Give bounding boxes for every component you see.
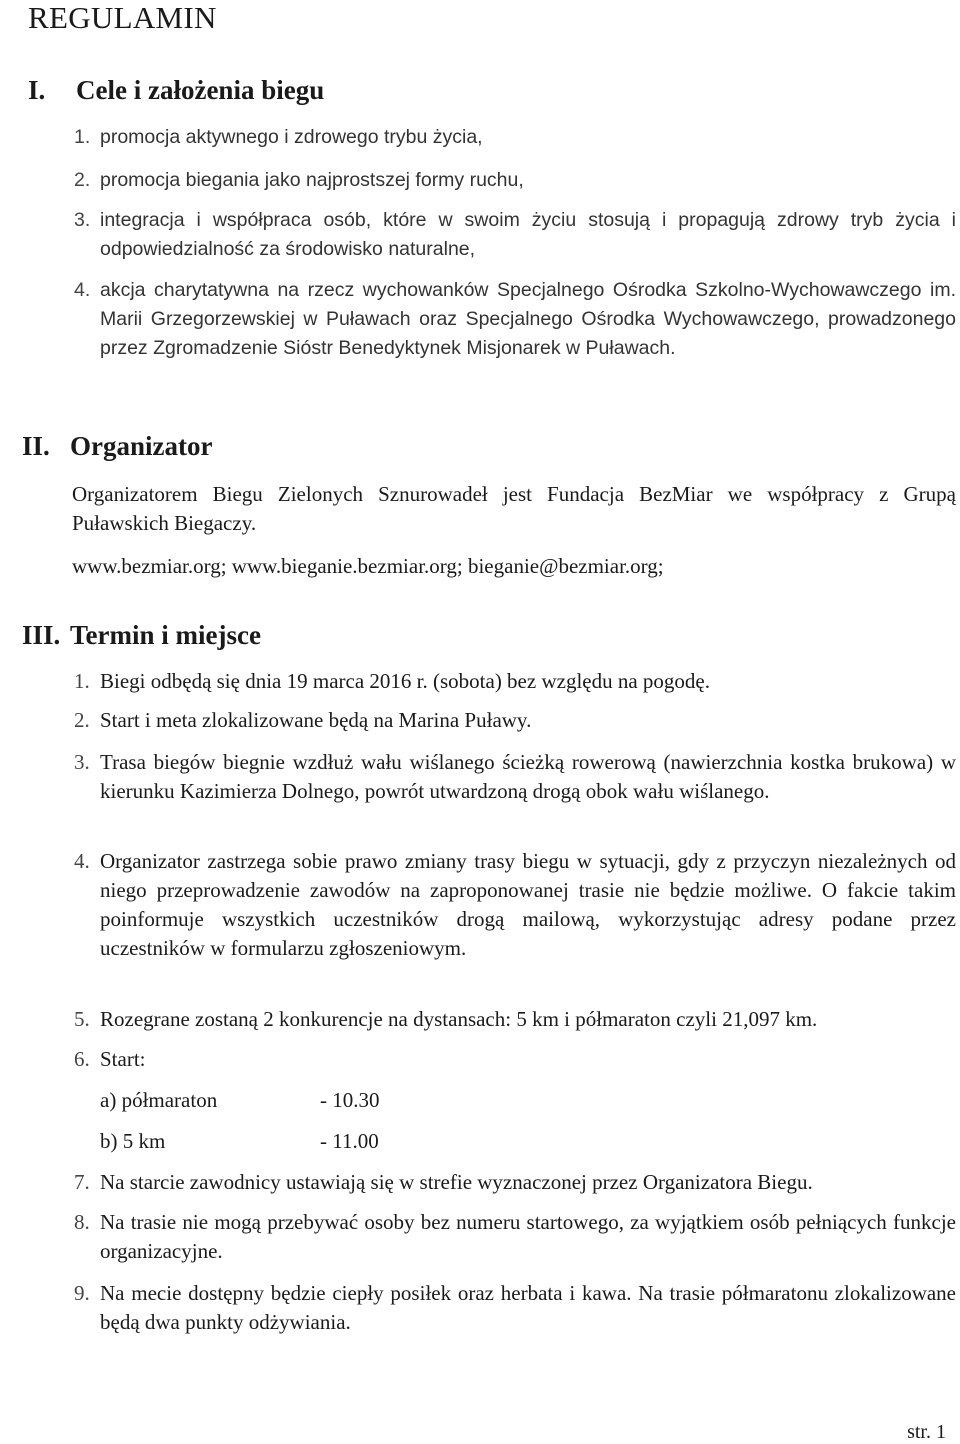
list-item: 6. Start: [74,1047,146,1071]
section-3-number: III. [22,620,61,650]
list-item: 9. Na mecie dostępny będzie ciepły posiłek oraz herbata i kawa. Na trasie półmaratonu zlokalizowane będą dwa punkty odżywiania. [74,1281,956,1334]
section-2-heading [22,430,212,462]
section-1-title: Cele i założenia biegu [76,75,325,105]
section-1-heading [28,74,324,106]
section-3-title: Termin i miejsce [70,620,261,650]
list-item: 2. Start i meta zlokalizowane będą na Marina Puławy. [74,708,532,732]
start-time-row: b) 5 km - 11.00 [100,1129,379,1153]
list-item: 2. promocja biegania jako najprostszej formy ruchu, [74,169,524,191]
list-item: 1. promocja aktywnego i zdrowego trybu życia, [74,126,483,148]
list-item: 4. Organizator zastrzega sobie prawo zmiany trasy biegu w sytuacji, gdy z przyczyn niezależnych od niego przeprowadzenie zawodów na zaproponowanej trasie nie będzie możliwe. O fakcie takim poinformuje wszystkich uczestników drogą mailową, wykorzystując adresy podane przez uczestników w formularzu zgłoszeniowym. [74,849,956,960]
list-item: 3. integracja i współpraca osób, które w swoim życiu stosują i propagują zdrowy tryb życia i odpowiedzialność za środowisko naturalne, [74,209,956,260]
organizer-links: www.bezmiar.org; www.bieganie.bezmiar.org; bieganie@bezmiar.org; [72,554,664,578]
page-number: str. 1 [907,1421,946,1443]
list-item: 3. Trasa biegów biegnie wzdłuż wału wiślanego ścieżką rowerową (nawierzchnia kostka brukowa) w kierunku Kazimierza Dolnego, powrót utwardzoną drogą obok wału wiślanego. [74,750,956,803]
section-3-heading [22,619,261,651]
organizer-paragraph: Organizatorem Biegu Zielonych Sznurowadeł jest Fundacja BezMiar we współpracy z Grupą Puławskich Biegaczy. [72,482,956,535]
section-2-number: II. [22,431,50,461]
section-1-number: I. [28,75,46,105]
list-item: 8. Na trasie nie mogą przebywać osoby bez numeru startowego, za wyjątkiem osób pełniących funkcje organizacyjne. [74,1210,956,1263]
list-item: 5. Rozegrane zostaną 2 konkurencje na dystansach: 5 km i półmaraton czyli 21,097 km. [74,1007,818,1031]
list-item: 4. akcja charytatywna na rzecz wychowanków Specjalnego Ośrodka Szkolno-Wychowawczego im. Marii Grzegorzewskiej w Puławach oraz Specjalnego Ośrodka Wychowawczego, prowadzonego przez Zgromadzenie Sióstr Benedyktynek Misjonarek w Puławach. [74,279,956,359]
start-time-row: a) półmaraton - 10.30 [100,1088,380,1112]
document-title: REGULAMIN [28,0,217,35]
list-item: 1. Biegi odbędą się dnia 19 marca 2016 r. (sobota) bez względu na pogodę. [74,669,710,693]
section-2-title: Organizator [70,431,213,461]
list-item: 7. Na starcie zawodnicy ustawiają się w strefie wyznaczonej przez Organizatora Biegu. [74,1170,813,1194]
